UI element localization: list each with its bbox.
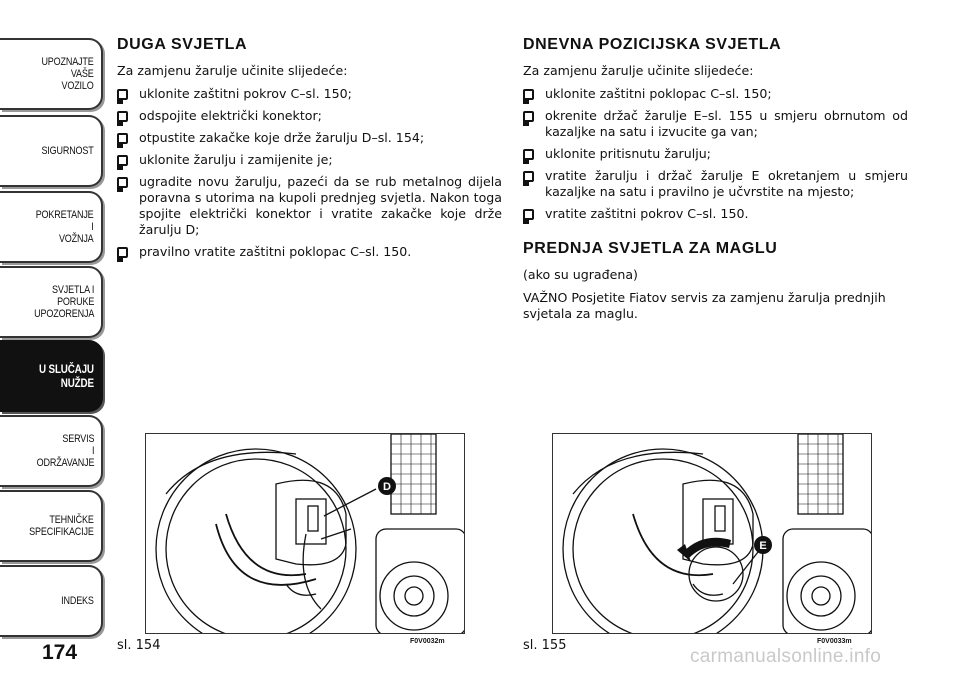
- right-column: [523, 36, 908, 329]
- left-column: [117, 36, 502, 266]
- list-item: pravilno vratite zaštitni poklopac C–sl. 150.: [117, 244, 502, 260]
- tab-pokretanje-i-voznja[interactable]: POKRETANJE I VOŽNJA: [0, 191, 103, 263]
- list-item: vratite zaštitni pokrov C–sl. 150.: [523, 206, 908, 222]
- checkbox-bullet-icon: [117, 177, 128, 188]
- list-item: vratite žarulju i držač žarulje E okretanjem u smjeru kazaljke na satu i pravilno je učvrstite na mjesto;: [523, 168, 908, 200]
- tab-tehnicke-specifikacije[interactable]: TEHNIČKE SPECIFIKACIJE: [0, 490, 103, 562]
- label-e: E: [759, 540, 767, 552]
- tab-servis-i-odrzavanje[interactable]: SERVIS I ODRŽAVANJE: [0, 415, 103, 487]
- section-sidebar: [0, 0, 104, 679]
- checkbox-bullet-icon: [117, 133, 128, 144]
- checkbox-bullet-icon: [523, 89, 534, 100]
- page-number: 174: [42, 641, 78, 664]
- section-title-svjetla-za-maglu: PREDNJA SVJETLA ZA MAGLU: [523, 240, 778, 257]
- figure-code-154: F0V0032m: [410, 638, 445, 645]
- tab-sigurnost[interactable]: SIGURNOST: [0, 115, 103, 187]
- section-title-duga-svjetla: DUGA SVJETLA: [117, 36, 248, 53]
- list-item: uklonite zaštitni poklopac C–sl. 150;: [523, 86, 908, 102]
- checkbox-bullet-icon: [117, 111, 128, 122]
- list-item: uklonite pritisnutu žarulju;: [523, 146, 908, 162]
- tab-upoznajte-vase-vozilo[interactable]: UPOZNAJTE VAŠE VOZILO: [0, 38, 103, 110]
- checkbox-bullet-icon: [117, 89, 128, 100]
- left-intro: Za zamjenu žarulje učinite slijedeće:: [117, 63, 348, 78]
- right-steps-list: [523, 86, 908, 222]
- checkbox-bullet-icon: [117, 155, 128, 166]
- list-item: uklonite žarulju i zamijenite je;: [117, 152, 502, 168]
- right-intro: Za zamjenu žarulje učinite slijedeće:: [523, 63, 754, 78]
- list-item: odspojite električki konektor;: [117, 108, 502, 124]
- figure-154: [145, 433, 465, 634]
- checkbox-bullet-icon: [117, 247, 128, 258]
- checkbox-bullet-icon: [523, 149, 534, 160]
- fog-note: (ako su ugrađena): [523, 267, 638, 282]
- headlight-illustration-d: [146, 434, 465, 634]
- figure-155: [552, 433, 872, 634]
- tab-svjetla-i-poruke[interactable]: SVJETLA I PORUKE UPOZORENJA: [0, 266, 103, 338]
- caption-154: sl. 154: [117, 638, 161, 653]
- left-steps-list: [117, 86, 502, 260]
- tab-u-slucaju-nuzde[interactable]: U SLUČAJU NUŽDE: [0, 340, 103, 412]
- list-item: otpustite zakačke koje drže žarulju D–sl. 154;: [117, 130, 502, 146]
- list-item: okrenite držač žarulje E–sl. 155 u smjeru obrnutom od kazaljke na satu i izvucite ga van;: [523, 108, 908, 140]
- checkbox-bullet-icon: [523, 111, 534, 122]
- caption-155: sl. 155: [523, 638, 567, 653]
- list-item: ugradite novu žarulju, pazeći da se rub metalnog dijela poravna s utorima na kupoli prednjeg svjetla. Nakon toga spojite električki konektor i vratite zakačke koje drže žarulju D;: [117, 174, 502, 238]
- watermark: carmanualsonline.info: [690, 646, 882, 667]
- checkbox-bullet-icon: [523, 209, 534, 220]
- tab-indeks[interactable]: INDEKS: [0, 565, 103, 637]
- checkbox-bullet-icon: [523, 171, 534, 182]
- label-d: D: [383, 481, 391, 493]
- list-item: uklonite zaštitni pokrov C–sl. 150;: [117, 86, 502, 102]
- headlight-illustration-e: [553, 434, 872, 634]
- section-title-dnevna-svjetla: DNEVNA POZICIJSKA SVJETLA: [523, 36, 782, 53]
- fog-important: VAŽNO Posjetite Fiatov servis za zamjenu žarulja prednjih svjetala za maglu.: [523, 290, 886, 321]
- figure-code-155: F0V0033m: [817, 638, 852, 645]
